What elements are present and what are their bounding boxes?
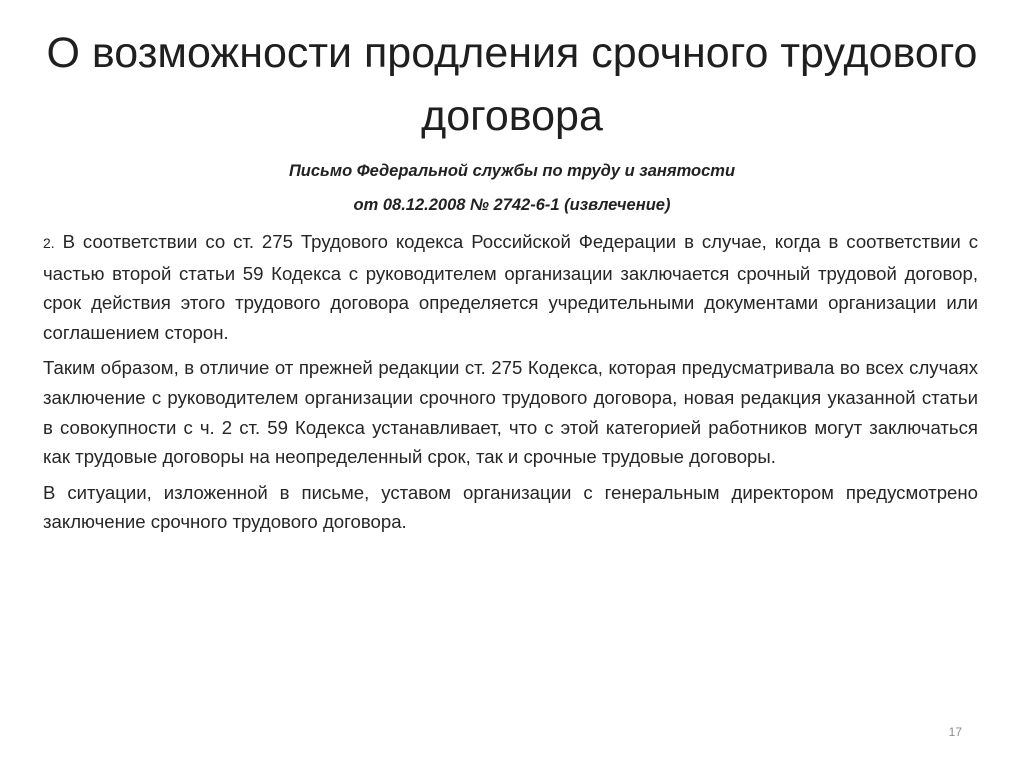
source-letter-date-number: от 08.12.2008 № 2742-6-1 (извлечение) <box>353 196 671 214</box>
page-number: 17 <box>948 725 962 739</box>
source-letter-title: Письмо Федеральной службы по труду и занятости <box>288 162 736 180</box>
paragraph-1-number: 2. <box>43 235 55 251</box>
slide-body <box>43 227 978 543</box>
paragraph-1 <box>43 227 978 347</box>
paragraph-2: Таким образом, в отличие от прежней редакции ст. 275 Кодекса, которая предусматривала во всех случаях заключение с руководителем организации срочного трудового договора, новая редакция указанной статьи в совокупности с ч. 2 ст. 59 Кодекса устанавливает, что с этой категорией работников могут заключаться как трудовые договоры на неопределенный срок, так и срочные трудовые договоры. <box>43 357 978 468</box>
paragraph-1-text: В соответствии со ст. 275 Трудового кодекса Российской Федерации в случае, когда в соответствии с частью второй статьи 59 Кодекса с руководителем организации заключается срочный трудовой договор, срок действия этого трудового договора определяется учредительными документами организации или соглашением сторон. <box>43 231 978 343</box>
paragraph-3: В ситуации, изложенной в письме, уставом организации с генеральным директором предусмотрено заключение срочного трудового договора. <box>43 481 978 533</box>
slide-title: О возможности продления срочного трудового договора <box>46 29 978 140</box>
